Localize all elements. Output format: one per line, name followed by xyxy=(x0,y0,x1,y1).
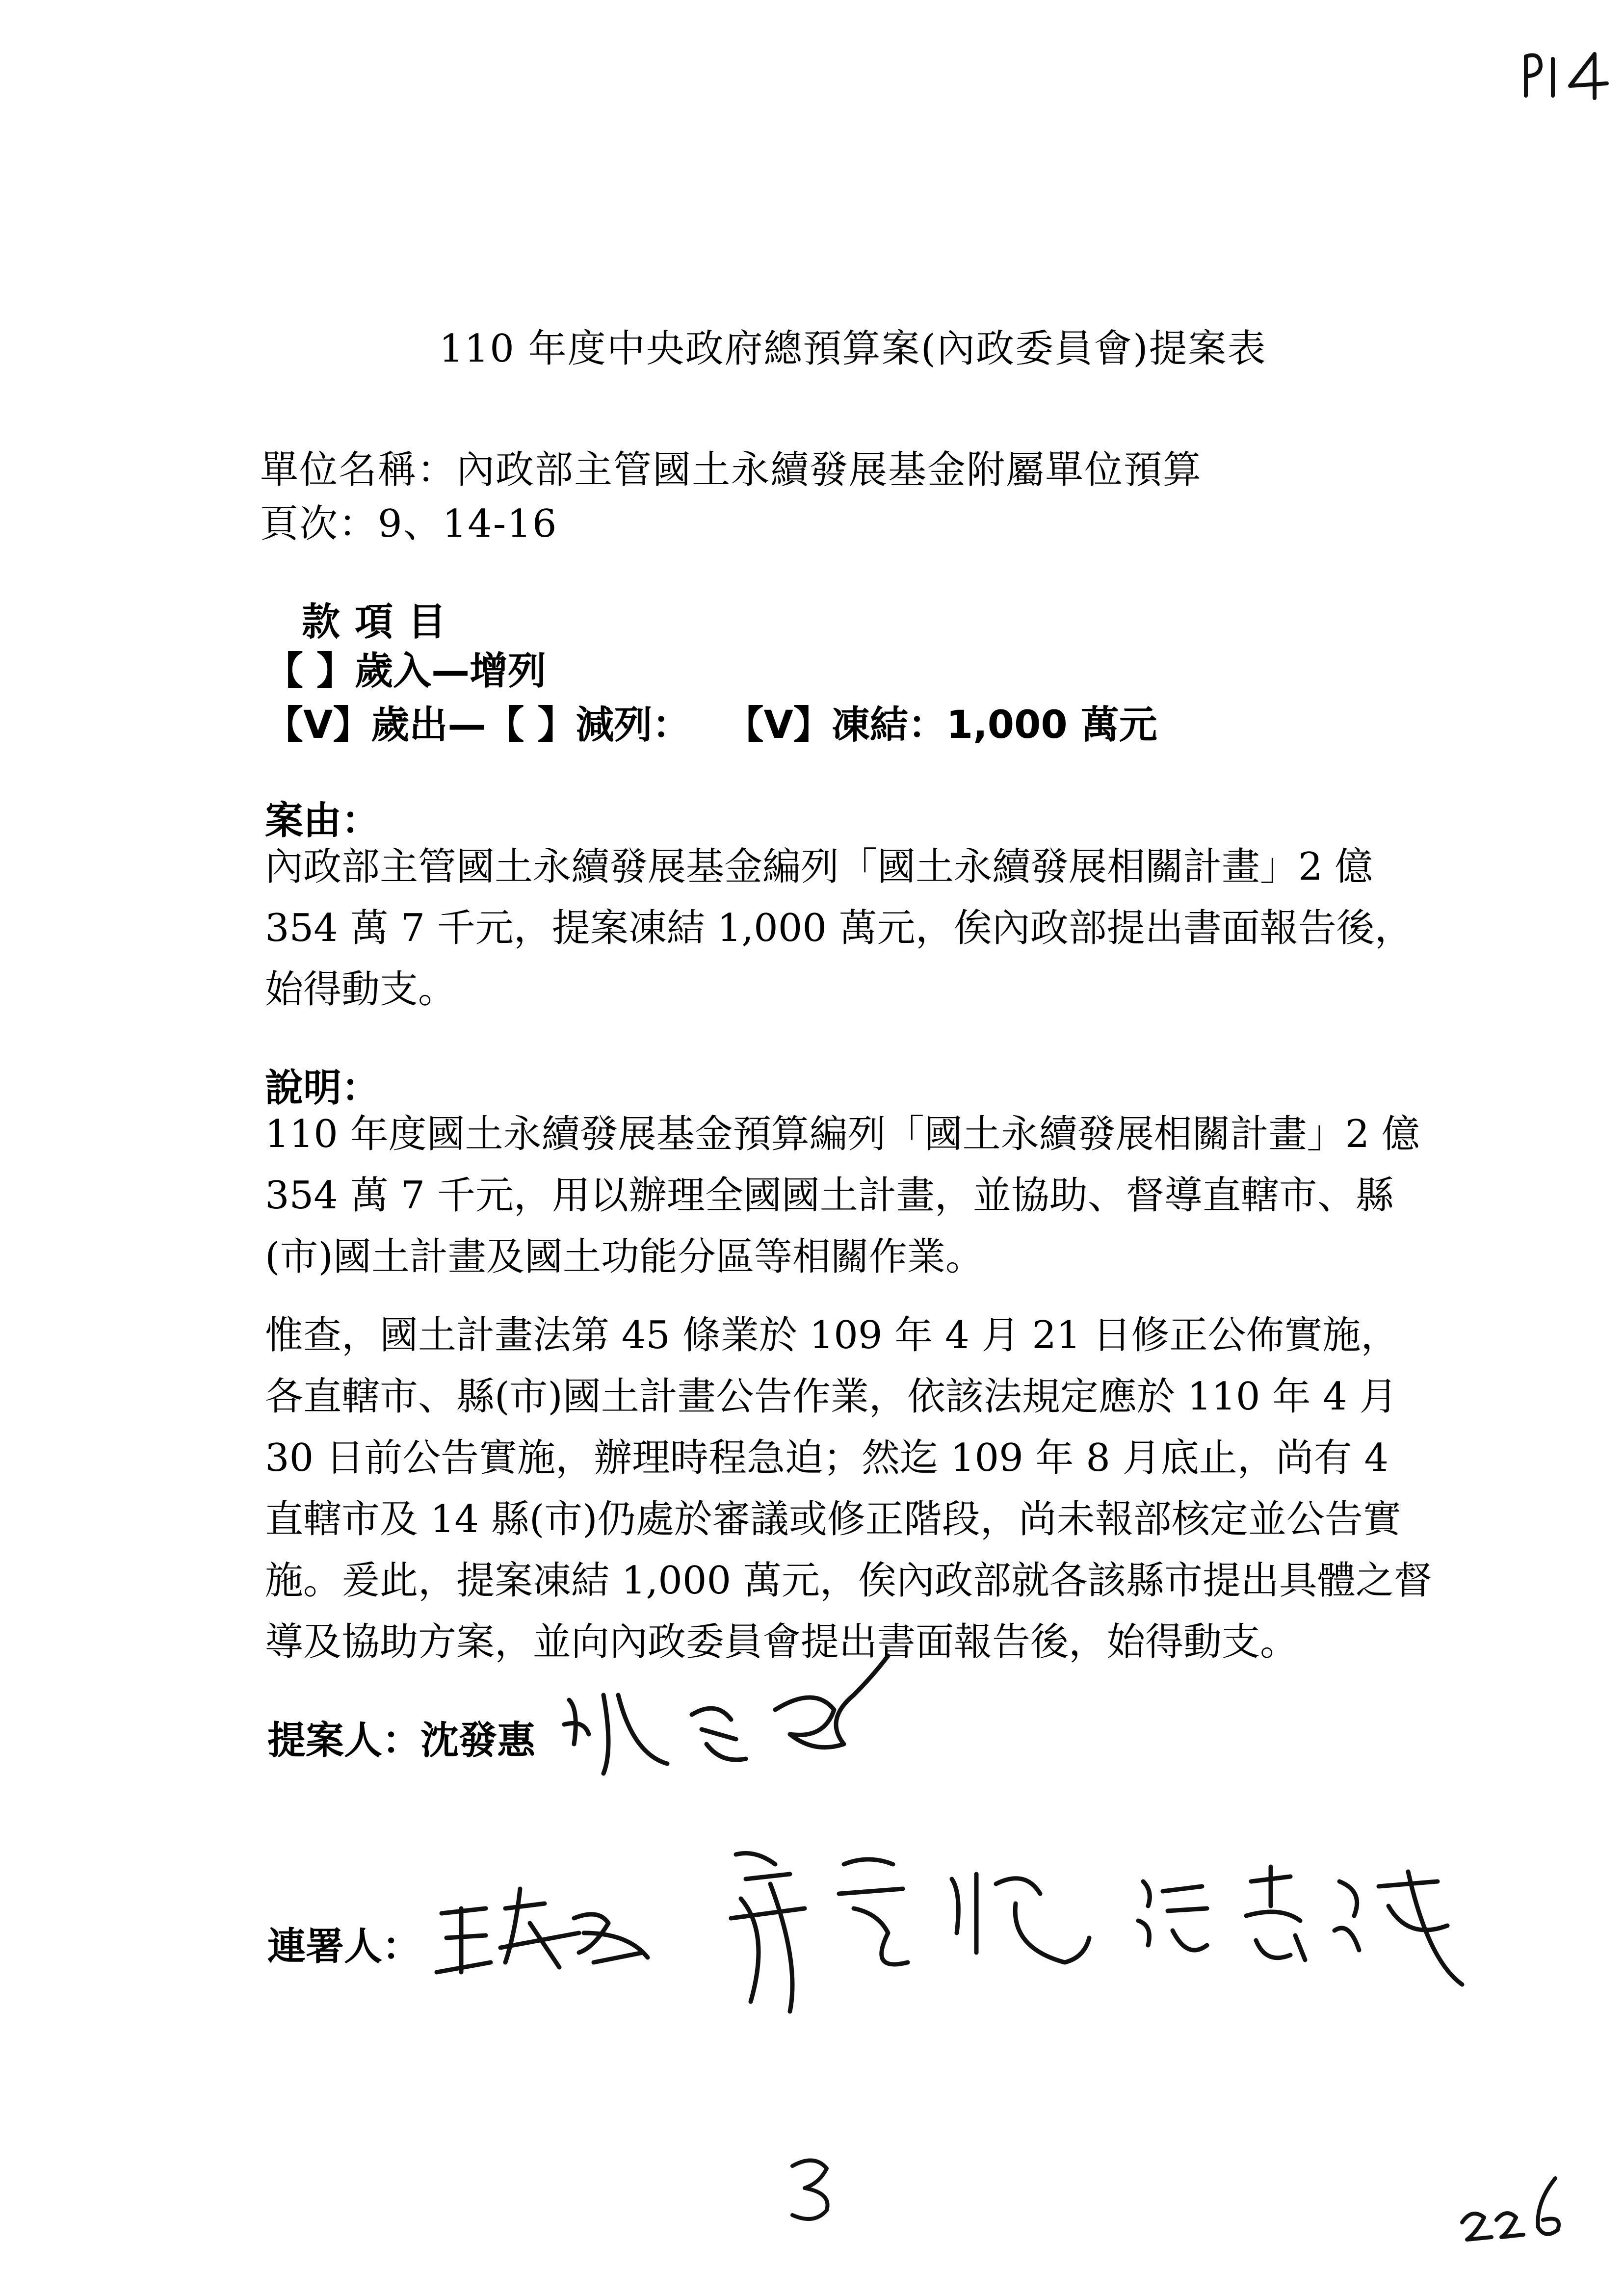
item-header: 款項目 xyxy=(302,600,461,644)
cosigner-signature-3 xyxy=(1133,1862,1467,1989)
explanation-paragraph-1: 110 年度國土永續發展基金預算編列「國土永續發展相關計畫」2 億 354 萬 7 千元，用以辦理全國國土計畫，並協助、督導直轄市、縣(市)國土計畫及國土功能分區等相關作業。 xyxy=(265,1112,1420,1279)
footer-number-handwritten xyxy=(785,2154,839,2227)
explanation-heading: 說明： xyxy=(265,1066,380,1110)
income-line: 【 】歲入—增列 xyxy=(265,649,547,693)
reason-body: 內政部主管國土永續發展基金編列「國土永續發展相關計畫」2 億 354 萬 7 千元，提案凍結 1,000 萬元，俟內政部提出書面報告後，始得動支。 xyxy=(265,845,1413,1012)
cosigner-signature-2 xyxy=(721,1835,1094,2021)
proposer-signature xyxy=(559,1646,893,1793)
explanation-paragraph-2: 惟查，國土計畫法第 45 條業於 109 年 4 月 21 日修正公佈實施，各直轄市、縣(市)國土計畫公告作業，依該法規定應於 110 年 4 月 30 日前公告實施，辦理時程急迫；然迄 109 年 8 月底止，尚有 4 直轄市及 14 縣(市)仍處於審議或修正階段，尚未報部核定並公告實施。爰此，提案凍結 1,000 萬元，俟內政部就各該縣市提出具體之督導及協助方案，並向內政委員會提出書面報告後，始得動支。 xyxy=(265,1313,1432,1664)
freeze-line: 【V】凍結：1,000 萬元 xyxy=(744,703,1157,747)
page-reference: 頁次：9、14-16 xyxy=(260,502,558,546)
unit-name: 單位名稱：內政部主管國土永續發展基金附屬單位預算 xyxy=(260,448,1203,492)
cosigner-signature-1 xyxy=(432,1879,657,1992)
expense-freeze-line xyxy=(265,694,1157,749)
document-title: 110 年度中央政府總預算案(內政委員會)提案表 xyxy=(439,327,1267,371)
reason-heading: 案由： xyxy=(265,799,380,843)
expense-line: 【V】歲出—【 】減列： xyxy=(265,703,691,747)
cosigners-label: 連署人： xyxy=(267,1925,421,1969)
corner-number-handwritten xyxy=(1457,2173,1570,2247)
proposer-label: 提案人：沈發惠 xyxy=(267,1719,536,1763)
page-mark-handwritten xyxy=(1521,47,1609,101)
